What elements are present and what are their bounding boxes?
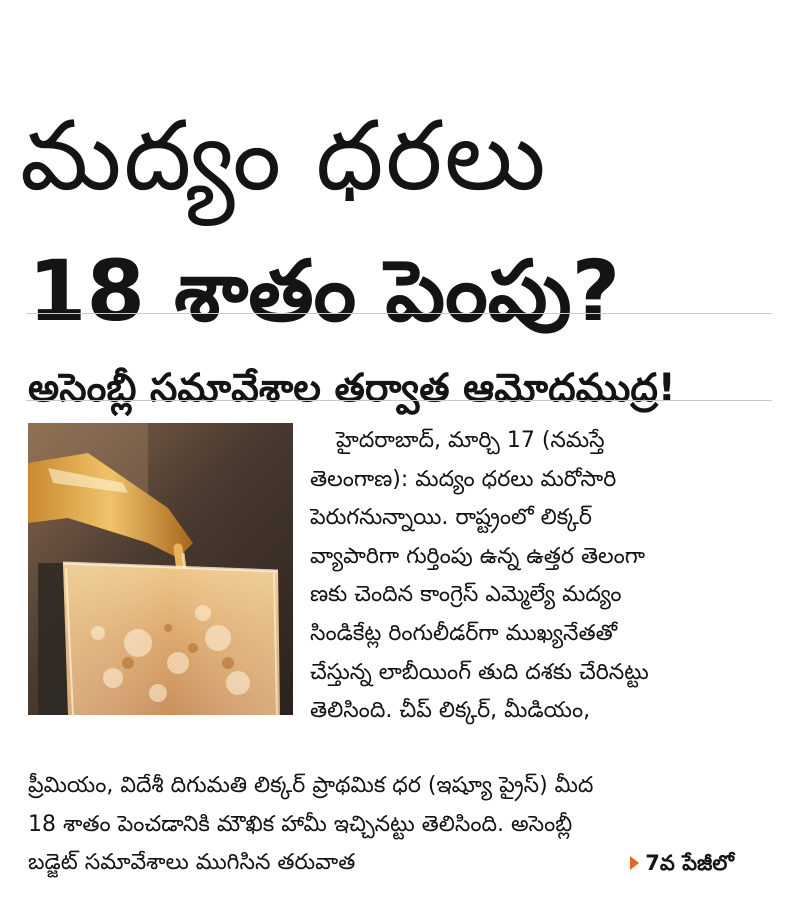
article-line: హైదరాబాద్, మార్చి 17 (నమస్తే bbox=[336, 428, 605, 453]
article-line: తెలిసింది. చీప్ లిక్కర్, మీడియం, bbox=[310, 698, 591, 724]
article-body-full-width bbox=[28, 767, 770, 883]
continued-on-page-label: 7వ పేజీలో bbox=[645, 851, 734, 876]
headline-line-2: 18 శాతం పెంపు? bbox=[28, 242, 621, 341]
headline-line-1: మద్యం ధరలు bbox=[20, 100, 548, 213]
article-line: 18 శాతం పెంచడానికి మౌఖిక హామీ ఇచ్చినట్టు తెలిసింది. అసెంబ్లీ bbox=[28, 811, 573, 837]
article-body-column bbox=[310, 422, 770, 731]
liquor-pour-photo bbox=[28, 423, 293, 715]
chevron-right-icon bbox=[630, 856, 639, 870]
article-line: ణకు చెందిన కాంగ్రెస్ ఎమ్మెల్యే మద్యం bbox=[310, 582, 622, 608]
continued-on-page-link[interactable] bbox=[630, 844, 770, 883]
article-line: పెరుగనున్నాయి. రాష్ట్రంలో లిక్కర్ bbox=[310, 505, 592, 531]
divider-top bbox=[26, 313, 772, 314]
article-last-line bbox=[28, 844, 770, 883]
article-line: తెలంగాణ): మద్యం ధరలు మరోసారి bbox=[310, 466, 617, 492]
divider-bottom bbox=[26, 400, 772, 401]
article-line: వ్యాపారిగా గుర్తింపు ఉన్న ఉత్తర తెలంగా bbox=[310, 543, 646, 569]
article-line: ప్రీమియం, విదేశీ దిగుమతి లిక్కర్ ప్రాథమిక ధర (ఇష్యూ ప్రైస్) మీద bbox=[28, 773, 594, 798]
article-line: చేస్తున్న లాబీయింగ్ తుది దశకు చేరినట్టు bbox=[310, 659, 649, 685]
article-line: బడ్జెట్ సమావేశాలు ముగిసిన తరువాత bbox=[28, 850, 356, 876]
subheadline: అసెంబ్లీ సమావేశాల తర్వాత ఆమోదముద్ర! bbox=[28, 366, 676, 412]
article-line: సిండికేట్ల రింగులీడర్‌గా ముఖ్యనేతతో bbox=[310, 620, 618, 646]
